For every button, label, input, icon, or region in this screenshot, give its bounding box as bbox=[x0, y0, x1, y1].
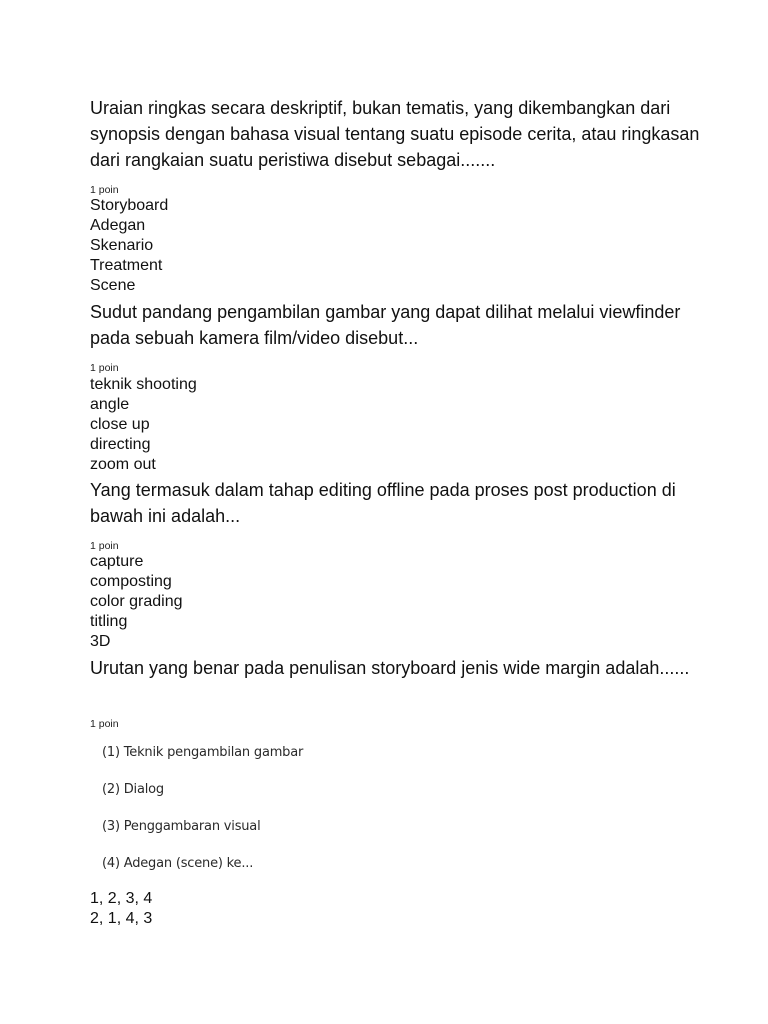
question-1-option-5[interactable]: Scene bbox=[90, 277, 136, 294]
question-1-option-3[interactable]: Skenario bbox=[90, 237, 154, 254]
question-3-option-1[interactable]: capture bbox=[90, 553, 144, 570]
question-3-option-3[interactable]: color grading bbox=[90, 593, 183, 610]
figure-item-4: (4) Adegan (scene) ke... bbox=[102, 856, 254, 871]
question-2-option-3[interactable]: close up bbox=[90, 416, 150, 433]
question-2-text: Sudut pandang pengambilan gambar yang dapat dilihat melalui viewfinder pada sebuah kamera film/video disebut... bbox=[90, 302, 681, 348]
question-4-options bbox=[90, 889, 152, 929]
question-3-options bbox=[90, 552, 183, 652]
question-4-option-2[interactable]: 2, 1, 4, 3 bbox=[90, 910, 153, 927]
question-4-text: Urutan yang benar pada penulisan storyboard jenis wide margin adalah...... bbox=[90, 658, 690, 678]
figure-item-1: (1) Teknik pengambilan gambar bbox=[102, 745, 304, 760]
question-3-option-5[interactable]: 3D bbox=[90, 633, 111, 650]
question-2-option-4[interactable]: directing bbox=[90, 436, 151, 453]
question-4-image bbox=[102, 740, 342, 880]
question-2-option-5[interactable]: zoom out bbox=[90, 456, 156, 473]
question-3-text: Yang termasuk dalam tahap editing offline pada proses post production di bawah ini adalah... bbox=[90, 480, 676, 526]
question-1-option-1[interactable]: Storyboard bbox=[90, 197, 169, 214]
question-1-options bbox=[90, 196, 168, 296]
question-3-points: 1 poin bbox=[90, 540, 119, 552]
question-1-text: Uraian ringkas secara deskriptif, bukan tematis, yang dikembangkan dari synopsis dengan bahasa visual tentang suatu episode cerita, atau ringkasan dari rangkaian suatu peristiwa disebut sebagai....... bbox=[90, 98, 700, 170]
question-2-option-2[interactable]: angle bbox=[90, 396, 130, 413]
question-3-option-4[interactable]: titling bbox=[90, 613, 128, 630]
question-2-points: 1 poin bbox=[90, 362, 119, 374]
question-4-option-1[interactable]: 1, 2, 3, 4 bbox=[90, 890, 153, 907]
question-3-option-2[interactable]: composting bbox=[90, 573, 172, 590]
question-1-option-2[interactable]: Adegan bbox=[90, 217, 146, 234]
question-1-points: 1 poin bbox=[90, 184, 119, 196]
question-2-option-1[interactable]: teknik shooting bbox=[90, 376, 197, 393]
question-1-option-4[interactable]: Treatment bbox=[90, 257, 163, 274]
figure-item-2: (2) Dialog bbox=[102, 782, 164, 797]
figure-item-3: (3) Penggambaran visual bbox=[102, 819, 261, 834]
question-4-points: 1 poin bbox=[90, 718, 119, 730]
question-2-options bbox=[90, 375, 197, 475]
